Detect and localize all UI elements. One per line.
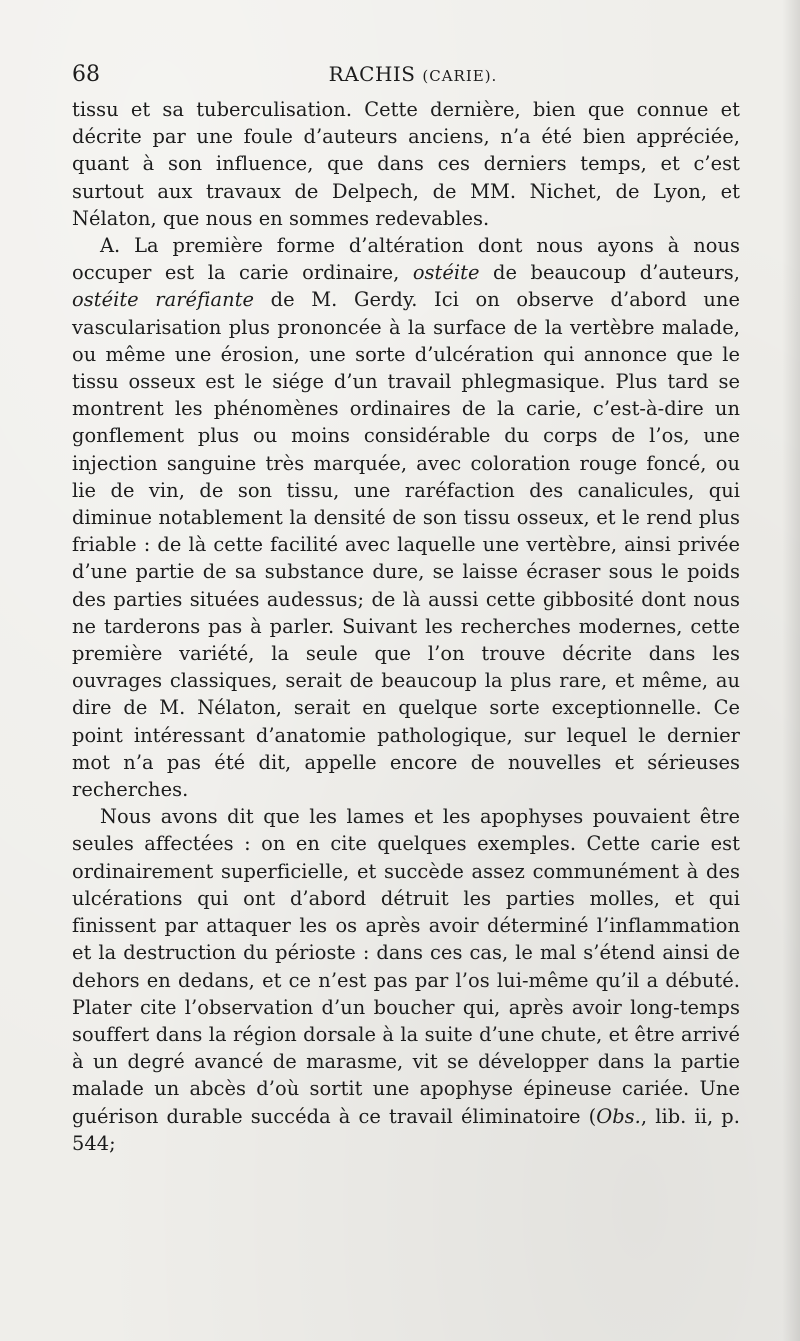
text-run: , lib. ii, p. 544; (72, 1104, 740, 1155)
text-run: de beaucoup d’auteurs, (479, 261, 740, 285)
text-run: tissu et sa tuberculisation. Cette dernière, bien que connue et décrite par une foule d’auteurs anciens, n’a été bien appréciée, quant à son influence, que dans ces derniers temps, et c’est surtout aux travaux de Delpech, de MM. Nichet, de Lyon, et Nélaton, que nous en sommes redevables. (72, 98, 740, 230)
page-edge-shadow (782, 0, 800, 1341)
italic-text-run: ostéite (412, 261, 480, 285)
paragraph (72, 232, 740, 803)
italic-text-run: ostéite raréfiante (72, 288, 255, 312)
italic-text-run: Obs. (596, 1104, 641, 1128)
text-run: Nous avons dit que les lames et les apophyses pouvaient être seules affectées : on en cite quelques exemples. Cette carie est ordinairement superficielle, et succède assez communément à des ulcérations qui ont d’abord détruit les parties molles, et qui finissent par attaquer les os après avoir déterminé l’inflammation et la destruction du périoste : dans ces cas, le mal s’étend ainsi de dehors en dedans, et ce n’est pas par l’os lui-même qu’il a débuté. Plater cite l’observation d’un boucher qui, après avoir long-temps souffert dans la région dorsale à la suite d’une chute, et être arrivé à un degré avancé de marasme, vit se développer dans la partie malade un abcès d’où sortit une apophyse épineuse cariée. Une guérison durable succéda à ce travail éliminatoire ( (72, 805, 740, 1128)
page-number: 68 (72, 62, 100, 87)
text-run: de M. Gerdy. Ici on observe d’abord une vascularisation plus prononcée à la surface de la vertèbre malade, ou même une érosion, une sorte d’ulcération qui annonce que le tissu osseux est le siége d’un travail phlegmasique. Plus tard se montrent les phénomènes ordinaires de la carie, c’est-à-dire un gonflement plus ou moins considérable du corps de l’os, une injection sanguine très marquée, avec coloration rouge foncé, ou lie de vin, de son tissu, une raréfaction des canalicules, qui diminue notablement la densité de son tissu osseux, et le rend plus friable : de là cette facilité avec laquelle une vertèbre, ainsi privée d’une partie de sa substance dure, se laisse écraser sous le poids des parties situées audessus; de là aussi cette gibbosité dont nous ne tarderons pas à parler. Suivant les recherches modernes, cette première variété, la seule que l’on trouve décrite dans les ouvrages classiques, serait de beaucoup la plus rare, et même, au dire de M. Nélaton, serait en quelque sorte exceptionnelle. Ce point intéressant d’anatomie pathologique, sur lequel le dernier mot n’a pas été dit, appelle encore de nouvelles et sérieuses recherches. (72, 288, 740, 802)
running-head (72, 62, 754, 86)
text-run: A. La première forme d’altération dont nous ayons à nous occuper est la carie ordinaire, (72, 234, 740, 285)
running-head-title: RACHIS (328, 62, 416, 86)
paragraph (72, 96, 740, 232)
body-text (72, 96, 740, 1157)
running-head-subtitle: (CARIE). (422, 67, 498, 85)
paragraph (72, 803, 740, 1157)
page-header (72, 62, 754, 90)
